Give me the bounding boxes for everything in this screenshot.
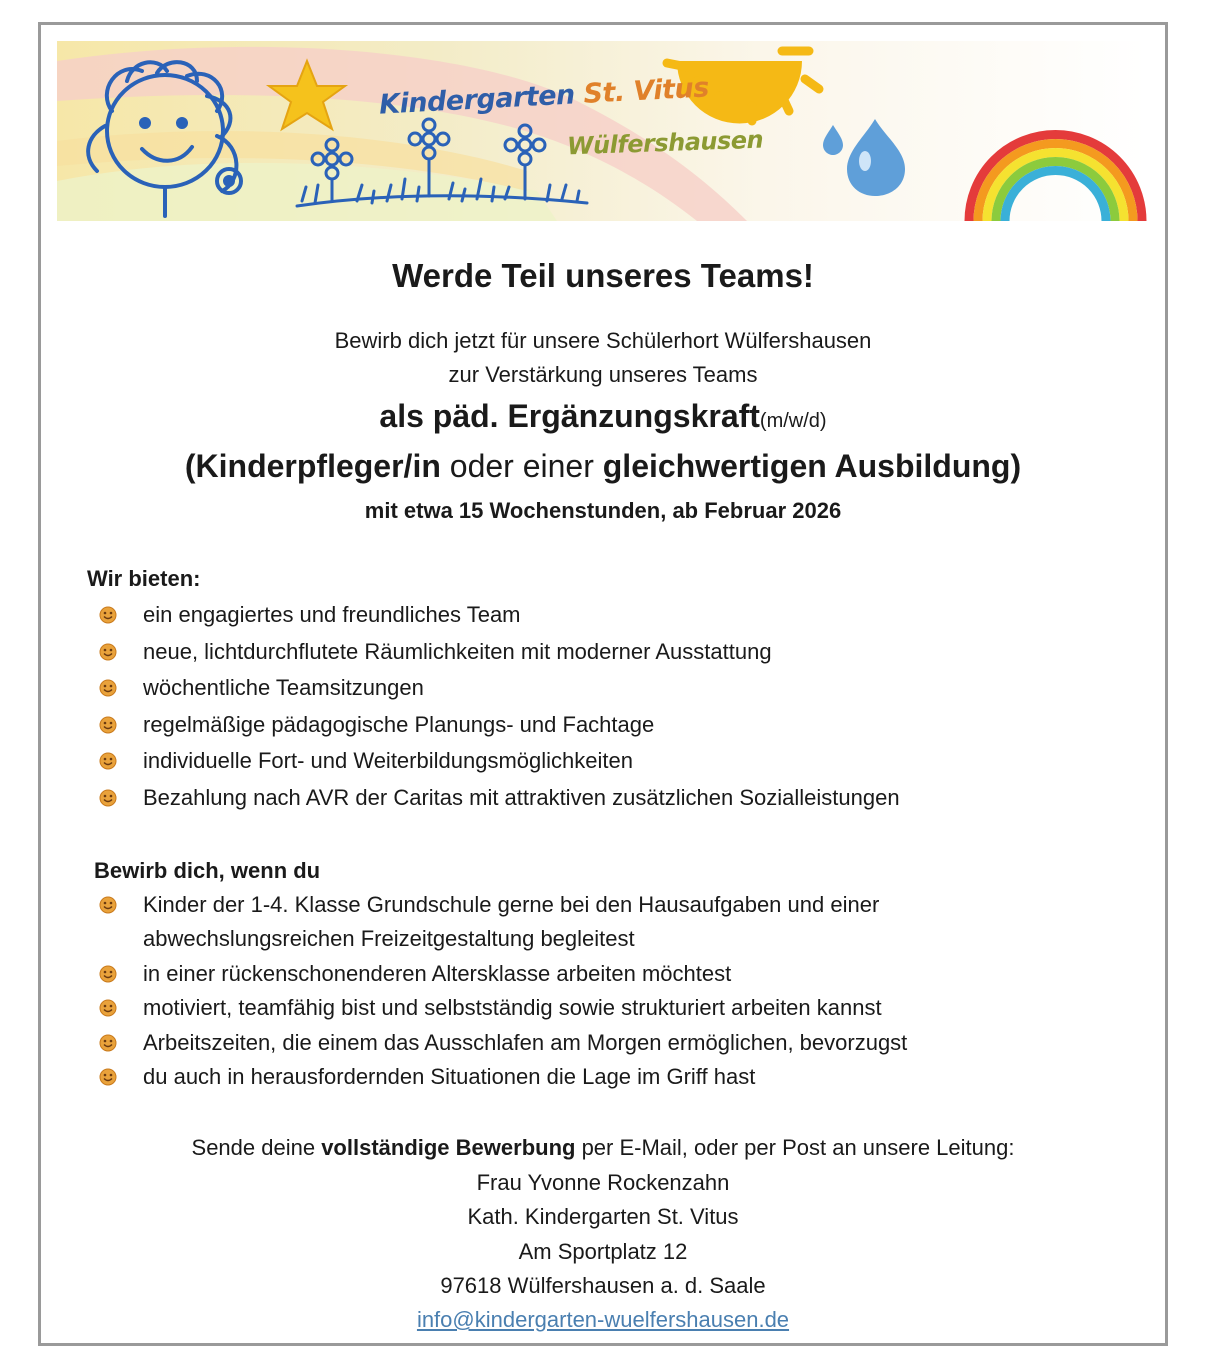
offer-heading: Wir bieten: bbox=[87, 566, 201, 591]
apply-heading: Bewirb dich, wenn du bbox=[94, 858, 321, 883]
brand-title: Kindergarten St. Vitus bbox=[378, 72, 710, 121]
offer-list-item bbox=[97, 781, 1137, 815]
contact-city: 97618 Wülfershausen a. d. Saale bbox=[440, 1273, 766, 1298]
list-item-text: Arbeitszeiten, die einem das Ausschlafen am Morgen ermöglichen, bevorzugst bbox=[143, 1029, 908, 1055]
contact-org: Kath. Kindergarten St. Vitus bbox=[467, 1204, 739, 1229]
brand-place: Wülfershausen bbox=[566, 125, 764, 161]
list-item-text: motiviert, teamfähig bist und selbstständig sowie strukturiert arbeiten kannst bbox=[143, 995, 882, 1020]
list-item-text: regelmäßige pädagogische Planungs- und Fachtage bbox=[143, 711, 655, 737]
send-instructions: Sende deine vollständige Bewerbung per E-Mail, oder per Post an unsere Leitung: bbox=[191, 1135, 1015, 1160]
smiley-icon bbox=[99, 789, 117, 807]
smiley-icon bbox=[99, 643, 117, 661]
qualification-line: (Kinderpfleger/in oder einer gleichwertigen Ausbildung) bbox=[184, 448, 1022, 484]
gender-note: (m/w/d) bbox=[759, 410, 827, 432]
smiley-icon bbox=[99, 606, 117, 624]
contact-street: Am Sportplatz 12 bbox=[518, 1239, 688, 1264]
apply-list-item bbox=[97, 1026, 1047, 1060]
smiley-icon bbox=[99, 965, 117, 983]
offer-list-item bbox=[97, 671, 1137, 705]
contact-email-link[interactable]: info@kindergarten-wuelfershausen.de bbox=[416, 1307, 790, 1332]
list-item-text: ein engagiertes und freundliches Team bbox=[143, 602, 521, 627]
hours-line: mit etwa 15 Wochenstunden, ab Februar 2026 bbox=[364, 498, 842, 523]
apply-list-item bbox=[97, 991, 1047, 1025]
smiley-icon bbox=[99, 896, 117, 914]
list-item-text: neue, lichtdurchflutete Räumlichkeiten mit moderner Ausstattung bbox=[143, 638, 772, 664]
smiley-icon bbox=[99, 1068, 117, 1086]
list-item-text: Bezahlung nach AVR der Caritas mit attraktiven zusätzlichen Sozialleistungen bbox=[143, 784, 900, 810]
role-title: als päd. Ergänzungskraft(m/w/d) bbox=[379, 398, 827, 434]
smiley-icon bbox=[99, 1034, 117, 1052]
offer-list bbox=[97, 598, 1137, 818]
list-item-text: du auch in herausfordernden Situationen die Lage im Griff hast bbox=[143, 1064, 756, 1089]
smiley-icon bbox=[99, 999, 117, 1017]
smiley-icon bbox=[99, 679, 117, 697]
contact-email-row bbox=[41, 1307, 1165, 1333]
ad-heading: Werde Teil unseres Teams! bbox=[392, 257, 814, 294]
list-item-text: individuelle Fort- und Weiterbildungsmöglichkeiten bbox=[143, 748, 633, 774]
apply-list-item bbox=[97, 888, 1047, 956]
smiley-icon bbox=[99, 752, 117, 770]
list-item-text: wöchentliche Teamsitzungen bbox=[143, 675, 424, 701]
intro-line-1: Bewirb dich jetzt für unsere Schülerhort Wülfershausen bbox=[334, 328, 872, 353]
apply-list-item bbox=[97, 957, 1047, 991]
offer-list-item bbox=[97, 708, 1137, 742]
offer-list-item bbox=[97, 635, 1137, 669]
header-banner bbox=[57, 41, 1147, 221]
offer-list-item bbox=[97, 744, 1137, 778]
apply-list-item bbox=[97, 1060, 1047, 1094]
apply-list bbox=[97, 888, 1047, 1095]
intro-line-2: zur Verstärkung unseres Teams bbox=[448, 362, 758, 387]
list-item-text: Kinder der 1-4. Klasse Grundschule gerne bei den Hausaufgaben und einer abwechslungsreichen Freizeitgestaltung begleitest bbox=[143, 892, 880, 951]
smiley-icon bbox=[99, 716, 117, 734]
contact-name: Frau Yvonne Rockenzahn bbox=[476, 1170, 730, 1195]
offer-list-item bbox=[97, 598, 1137, 632]
list-item-text: in einer rückenschonenderen Altersklasse arbeiten möchtest bbox=[143, 960, 732, 986]
job-ad-frame bbox=[38, 22, 1168, 1346]
